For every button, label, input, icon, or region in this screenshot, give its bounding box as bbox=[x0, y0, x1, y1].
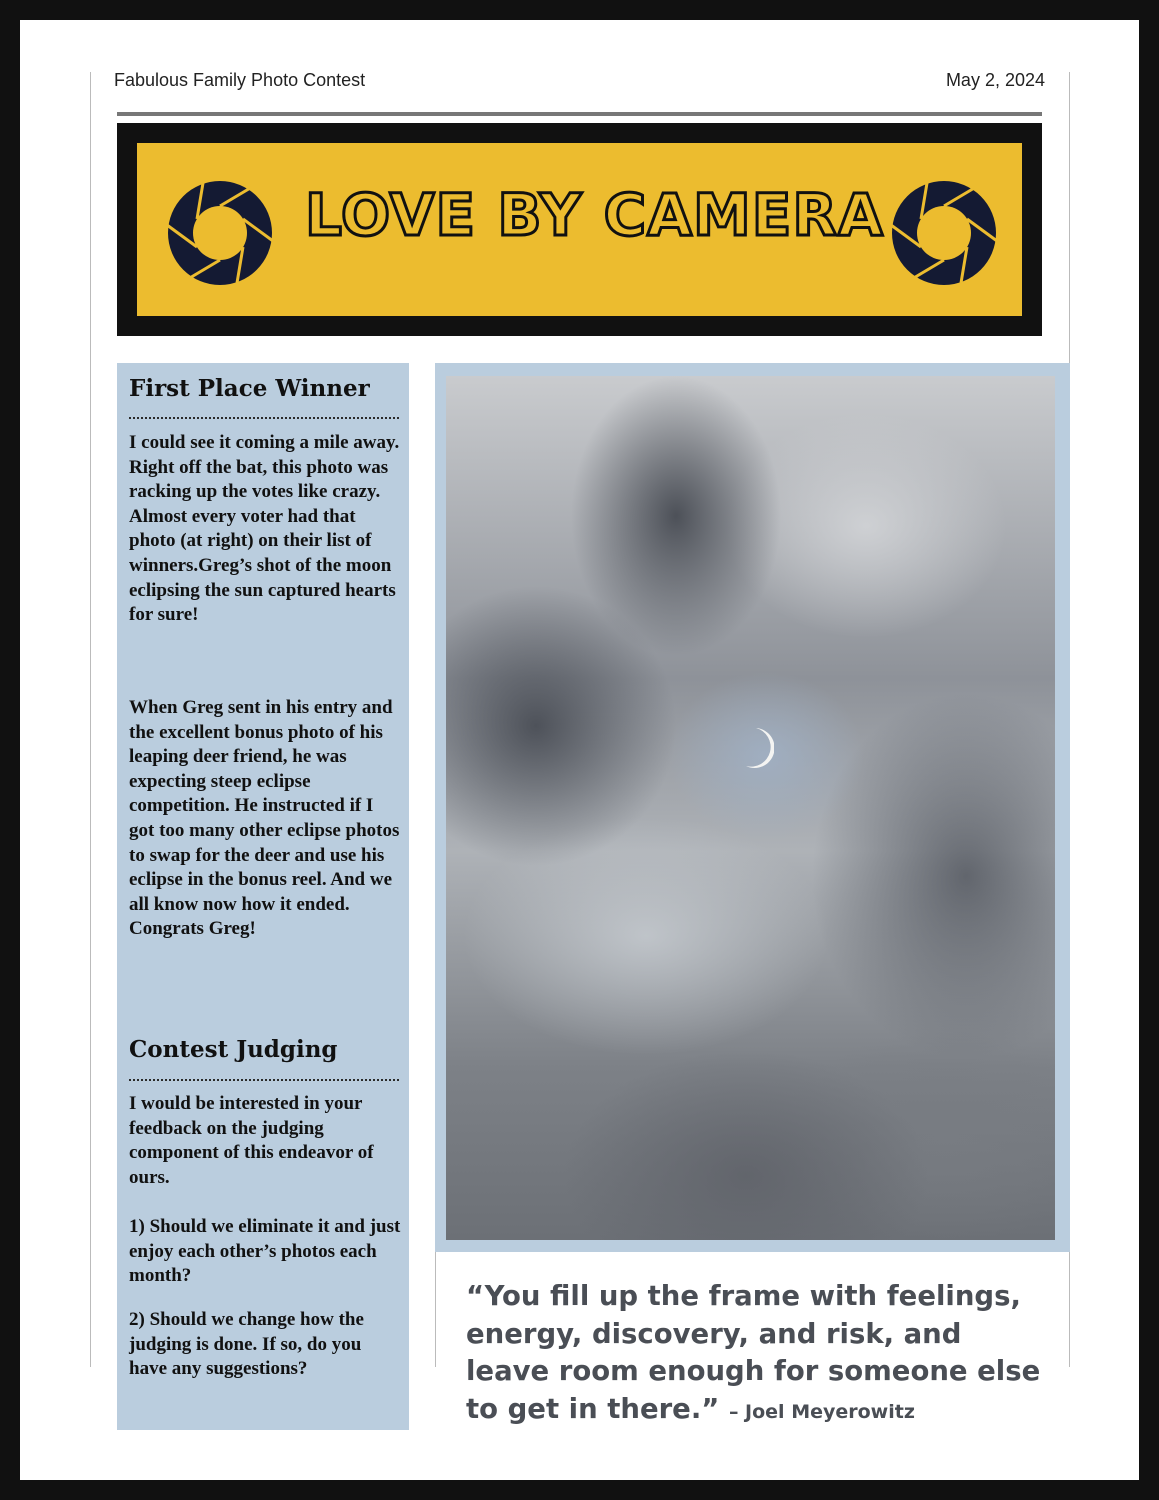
winner-paragraph-2: When Greg sent in his entry and the excellent bonus photo of his leaping deer friend, he was expecting steep eclipse competition. He instructed if I got too many other eclipse photos to swap for the deer and use his eclipse in the bonus reel. And we all know now how it ended. Congrats Greg! bbox=[129, 697, 400, 940]
quote-divider bbox=[435, 1252, 436, 1367]
eclipse-photo bbox=[446, 376, 1055, 1240]
judging-question-1: 1) Should we eliminate it and just enjoy each other’s photos each month? bbox=[129, 1216, 401, 1287]
issue-date: May 2, 2024 bbox=[945, 70, 1045, 90]
banner-panel bbox=[134, 140, 1025, 319]
photo-panel bbox=[435, 363, 1070, 1252]
pull-quote bbox=[466, 1278, 1046, 1431]
banner-title: LOVE BY CAMERA bbox=[305, 181, 884, 249]
article-sidebar bbox=[117, 363, 409, 1430]
header-rule bbox=[117, 112, 1042, 116]
judging-question-2: 2) Should we change how the judging is done. If so, do you have any suggestions? bbox=[129, 1309, 364, 1380]
dotted-divider bbox=[129, 1079, 399, 1081]
left-margin-line bbox=[90, 72, 91, 1367]
publication-name: Fabulous Family Photo Contest bbox=[114, 70, 366, 90]
quote-author: – Joel Meyerowitz bbox=[728, 1400, 915, 1423]
winner-paragraph-1: I could see it coming a mile away. Right off the bat, this photo was racking up the votes like crazy. Almost every voter had that photo (at right) on their list of winners.Greg’s shot of the moon eclipsing the sun captured hearts for sure! bbox=[129, 432, 400, 626]
section-heading-winner: First Place Winner bbox=[129, 375, 370, 402]
camera-aperture-icon bbox=[165, 178, 275, 288]
section-heading-judging: Contest Judging bbox=[129, 1036, 338, 1063]
dotted-divider bbox=[129, 417, 399, 419]
camera-aperture-icon bbox=[889, 178, 999, 288]
judging-paragraph-1: I would be interested in your feedback on the judging component of this endeavor of ours. bbox=[129, 1093, 374, 1188]
title-banner bbox=[117, 123, 1042, 336]
crescent-moon-icon bbox=[744, 726, 774, 770]
quote-text: “You fill up the frame with feelings, energy, discovery, and risk, and leave room enough for someone else to get in there.” bbox=[466, 1280, 1041, 1425]
